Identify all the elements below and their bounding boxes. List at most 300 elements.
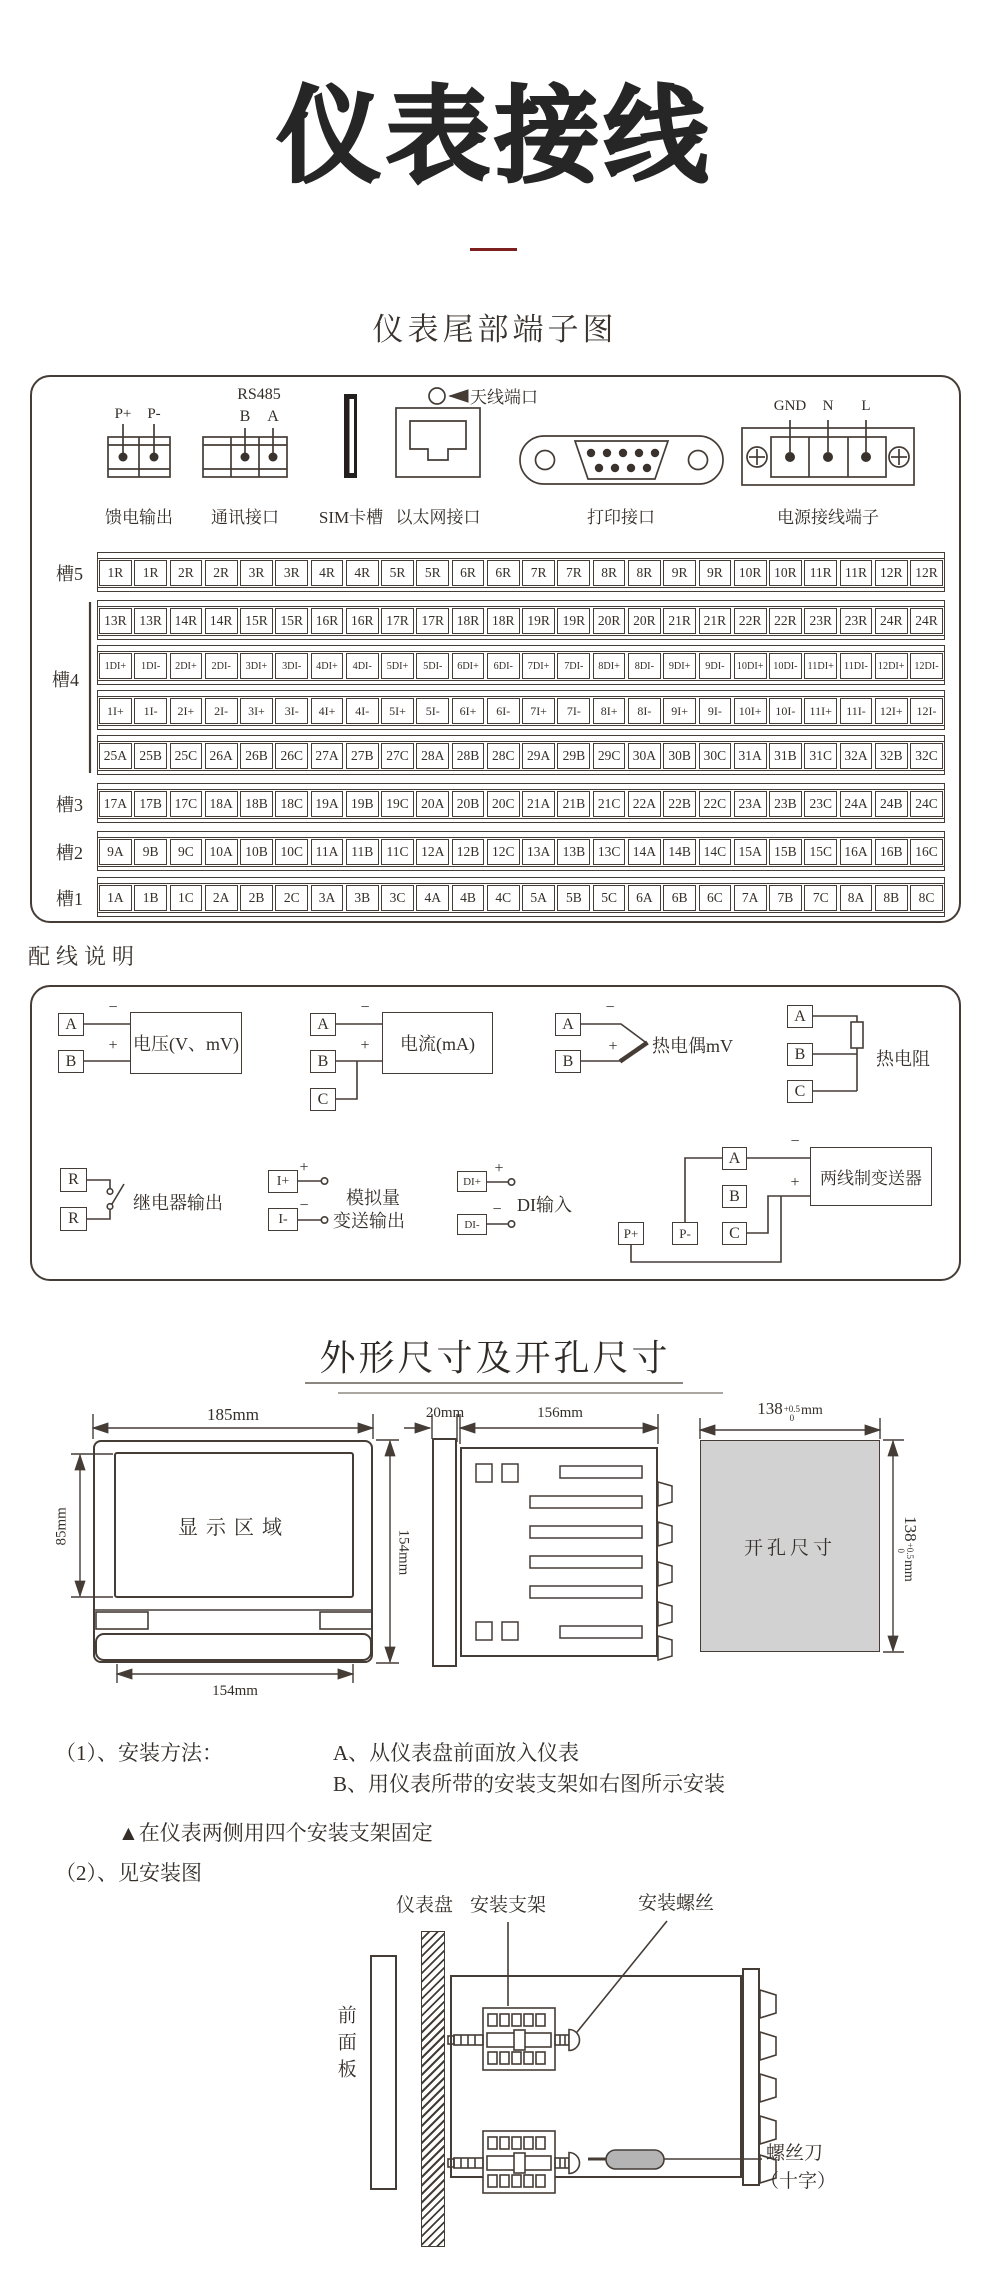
dimensions-heading: 外形尺寸及开孔尺寸 [319,1337,671,1378]
terminal-cell: 19R [522,608,555,634]
tx-plus-sign: + [790,1174,800,1191]
terminal-cell: 14B [663,839,696,865]
tc-plus-sign: + [608,1038,618,1055]
dim-case-width: 154mm [212,1683,258,1699]
rtd-terminal-a: A [787,1005,813,1028]
analog-plus-sign: + [299,1159,309,1176]
terminal-cell: 15B [769,839,802,865]
dim-body-depth: 156mm [537,1405,583,1421]
analog-device-label-1: 模拟量 [346,1188,400,1208]
terminal-cell: 4I+ [311,698,344,724]
terminal-cell: 30C [699,743,732,769]
rs485-label: RS485 [237,386,281,403]
rs485-pin-b: B [239,408,251,425]
terminal-cell: 6DI+ [452,653,485,679]
terminal-cell: 15A [734,839,767,865]
terminal-cell: 7A [734,885,767,911]
terminal-cell: 18R [452,608,485,634]
terminal-cell: 6I+ [452,698,485,724]
terminal-cell: 8DI+ [593,653,626,679]
terminal-cell: 15R [240,608,273,634]
terminal-cell: 9C [170,839,203,865]
slot5-terminal-row [97,552,945,592]
terminal-cell: 23R [804,608,837,634]
terminal-cell: 2C [275,885,308,911]
tc-terminal-a: A [555,1013,581,1036]
terminal-cell: 28C [487,743,520,769]
fig-bracket-label: 安装支架 [470,1895,547,1916]
terminal-cell: 9B [134,839,167,865]
terminal-cell: 1I- [134,698,167,724]
printer-port-icon [520,436,723,484]
terminal-cell: 8C [910,885,943,911]
power-pin-l: L [861,398,871,414]
terminal-cell: 32A [840,743,873,769]
terminal-cell: 2R [205,560,238,586]
terminal-cell: 1C [170,885,203,911]
terminal-cell: 17B [134,791,167,817]
terminal-cell: 6A [628,885,661,911]
transmitter-device-box: 两线制变送器 [810,1147,932,1206]
terminal-cell: 24R [875,608,908,634]
terminal-cell: 7I+ [522,698,555,724]
dim-front-width: 185mm [207,1405,259,1424]
terminal-cell: 29B [557,743,590,769]
terminal-cell: 4B [452,885,485,911]
terminal-cell: 26B [240,743,273,769]
antenna-port-label: 天线端口 [470,388,538,407]
voltage-terminal-a: A [58,1013,84,1036]
terminal-cell: 25C [170,743,203,769]
terminal-cell: 12A [416,839,449,865]
terminal-cell: 27C [381,743,414,769]
terminal-cell: 9DI+ [663,653,696,679]
screwdriver-icon [606,2150,664,2169]
terminal-cell: 14R [170,608,203,634]
terminal-cell: 6R [452,560,485,586]
dimension-lines [71,1414,904,1683]
terminal-cell: 14C [699,839,732,865]
terminal-cell: 24R [910,608,943,634]
terminal-cell: 21A [522,791,555,817]
tx-terminal-pplus: P+ [618,1222,644,1245]
rtd-terminal-b: B [787,1043,813,1066]
mounting-bracket [448,2008,580,2070]
terminal-cell: 17R [381,608,414,634]
fig-screw-label: 安装螺丝 [638,1893,715,1914]
rs485-terminal-block [203,428,287,477]
terminal-cell: 5C [593,885,626,911]
terminal-cell: 3DI+ [240,653,273,679]
terminal-cell: 20C [487,791,520,817]
terminal-cell: 22B [663,791,696,817]
terminal-cell: 31C [804,743,837,769]
terminal-cell: 10I- [769,698,802,724]
terminal-cell: 10DI- [769,653,802,679]
feed-caption: 馈电输出 [105,508,173,527]
display-area-label: 显示区域 [178,1516,290,1539]
terminal-cell: 3R [240,560,273,586]
terminal-cell: 5R [381,560,414,586]
comm-caption: 通讯接口 [211,508,279,527]
terminal-cell: 10C [275,839,308,865]
terminal-cell: 7DI- [557,653,590,679]
terminal-cell: 26A [205,743,238,769]
terminal-cell: 9I+ [663,698,696,724]
terminal-cell: 14A [628,839,661,865]
terminal-cell: 21B [557,791,590,817]
di-terminal-plus: DI+ [457,1171,487,1192]
slot1-terminal-row [97,877,945,917]
terminal-cell: 11DI+ [804,653,837,679]
dim-display-height: 85mm [53,1507,70,1546]
tx-terminal-a: A [722,1147,747,1170]
wiring-heading: 配线说明 [28,944,141,969]
analog-terminal-im: I- [268,1208,298,1231]
voltage-minus-sign: − [108,999,118,1016]
relay-device-label: 继电器输出 [133,1193,223,1213]
fig-screwdriver-label-2: （十字） [760,2171,837,2192]
terminal-cell: 27A [311,743,344,769]
terminal-cell: 1DI- [134,653,167,679]
terminal-cell: 9R [699,560,732,586]
terminal-cell: 3B [346,885,379,911]
feed-terminal-block [108,424,170,477]
rs485-pin-a: A [267,408,279,425]
dim-cutout-height: 138 +0.5 0 mm [895,1516,920,1582]
install-step2: （2）、见安装图 [55,1861,202,1885]
feed-pin-plus: P+ [114,406,132,422]
terminal-cell: 11C [381,839,414,865]
terminal-cell: 20R [628,608,661,634]
terminal-cell: 8I- [628,698,661,724]
terminal-cell: 6DI- [487,653,520,679]
front-view-details [93,1610,373,1629]
terminal-cell: 22A [628,791,661,817]
tc-minus-sign: − [605,999,615,1016]
terminal-cell: 11I- [840,698,873,724]
terminal-cell: 2I- [205,698,238,724]
terminal-cell: 4R [311,560,344,586]
terminal-cell: 12R [875,560,908,586]
power-pin-n: N [822,398,834,414]
terminal-cell: 26C [275,743,308,769]
terminal-cell: 3I+ [240,698,273,724]
terminal-cell: 18B [240,791,273,817]
current-device-box: 电流(mA) [382,1012,493,1074]
terminal-cell: 3C [381,885,414,911]
rear-terminal-heading: 仪表尾部端子图 [372,312,618,347]
terminal-cell: 2R [170,560,203,586]
tc-device-label: 热电偶mV [652,1036,733,1056]
slot2-label: 槽2 [56,843,83,863]
dim-bezel-depth: 20mm [425,1405,465,1421]
terminal-cell: 30A [628,743,661,769]
terminal-cell: 8R [628,560,661,586]
sim-slot-icon [344,394,357,478]
voltage-plus-sign: + [108,1037,118,1054]
terminal-cell: 19C [381,791,414,817]
install-step1-b: B、用仪表所带的安装支架如右图所示安装 [333,1772,726,1796]
terminal-cell: 23B [769,791,802,817]
slot4-terminal-row-4 [97,735,945,775]
install-note: ▲在仪表两侧用四个安装支架固定 [118,1821,433,1845]
terminal-cell: 13C [593,839,626,865]
terminal-cell: 2I+ [170,698,203,724]
terminal-cell: 11B [346,839,379,865]
cutout-label: 开孔尺寸 [743,1537,836,1559]
terminal-cell: 19A [311,791,344,817]
terminal-cell: 11A [311,839,344,865]
terminal-cell: 4R [346,560,379,586]
terminal-cell: 4I- [346,698,379,724]
terminal-cell: 5DI- [416,653,449,679]
fig-panel-label: 仪表盘 [396,1895,454,1916]
terminal-cell: 12R [910,560,943,586]
terminal-cell: 13R [134,608,167,634]
terminal-cell: 4DI+ [311,653,344,679]
terminal-cell: 16C [910,839,943,865]
terminal-cell: 8I+ [593,698,626,724]
terminal-cell: 31B [769,743,802,769]
terminal-cell: 13R [99,608,132,634]
terminal-cell: 2DI+ [170,653,203,679]
sim-caption: SIM卡槽 [318,508,384,527]
terminal-cell: 18A [205,791,238,817]
printer-caption: 打印接口 [587,508,655,527]
tx-terminal-b: B [722,1185,747,1208]
terminal-cell: 9DI- [699,653,732,679]
terminal-cell: 2A [205,885,238,911]
terminal-cell: 15R [275,608,308,634]
terminal-cell: 10R [734,560,767,586]
terminal-cell: 2B [240,885,273,911]
terminal-cell: 12I- [910,698,943,724]
side-view-details [476,1464,672,1660]
terminal-cell: 9R [663,560,696,586]
tx-minus-sign: − [790,1133,800,1150]
analog-terminal-ip: I+ [268,1170,298,1193]
terminal-cell: 19R [557,608,590,634]
terminal-cell: 22C [699,791,732,817]
tx-terminal-c: C [722,1222,747,1245]
terminal-cell: 5B [557,885,590,911]
terminal-cell: 16R [311,608,344,634]
slot3-terminal-row [97,783,945,823]
terminal-cell: 4C [487,885,520,911]
terminal-cell: 1R [99,560,132,586]
dim-front-height: 154mm [395,1529,412,1576]
tc-terminal-b: B [555,1050,581,1073]
terminal-cell: 16B [875,839,908,865]
power-pin-gnd: GND [773,398,807,414]
terminal-cell: 20R [593,608,626,634]
page-title: 仪表接线 [276,79,713,195]
ethernet-port-icon [396,408,480,477]
terminal-cell: 8R [593,560,626,586]
terminal-cell: 20B [452,791,485,817]
terminal-cell: 2DI- [205,653,238,679]
terminal-cell: 5I+ [381,698,414,724]
fig-screwdriver-label-1: 螺丝刀 [766,2143,824,2164]
slot5-label: 槽5 [56,564,83,584]
terminal-cell: 11R [840,560,873,586]
terminal-cell: 6B [663,885,696,911]
terminal-cell: 10B [240,839,273,865]
terminal-cell: 18C [275,791,308,817]
terminal-cell: 32C [910,743,943,769]
terminal-cell: 13A [522,839,555,865]
terminal-cell: 6C [699,885,732,911]
terminal-cell: 21R [663,608,696,634]
di-minus-sign: − [492,1201,502,1218]
antenna-port-icon [429,388,466,404]
terminal-cell: 29C [593,743,626,769]
terminal-cell: 9A [99,839,132,865]
terminal-cell: 1A [99,885,132,911]
slot4-label: 槽4 [52,670,79,690]
terminal-cell: 4DI- [346,653,379,679]
terminal-cell: 31A [734,743,767,769]
terminal-cell: 25A [99,743,132,769]
terminal-cell: 3A [311,885,344,911]
terminal-cell: 11I+ [804,698,837,724]
di-terminal-minus: DI- [457,1214,487,1235]
install-step1-prefix: （1）、安装方法： [55,1741,223,1765]
terminal-cell: 16R [346,608,379,634]
slot4-terminal-row-di [97,645,945,685]
terminal-cell: 17A [99,791,132,817]
terminal-cell: 23R [840,608,873,634]
terminal-cell: 32B [875,743,908,769]
terminal-cell: 23A [734,791,767,817]
slot2-terminal-row [97,831,945,871]
terminal-cell: 11R [804,560,837,586]
terminal-cell: 12I+ [875,698,908,724]
voltage-device-box: 电压(V、mV) [130,1012,242,1074]
terminal-cell: 22R [769,608,802,634]
terminal-cell: 5I- [416,698,449,724]
terminal-cell: 21R [699,608,732,634]
terminal-cell: 12DI+ [875,653,908,679]
terminal-cell: 7C [804,885,837,911]
terminal-cell: 5DI+ [381,653,414,679]
terminal-cell: 7DI+ [522,653,555,679]
terminal-cell: 24C [910,791,943,817]
terminal-cell: 3DI- [275,653,308,679]
terminal-cell: 7B [769,885,802,911]
terminal-cell: 1I+ [99,698,132,724]
terminal-cell: 14R [205,608,238,634]
current-terminal-a: A [310,1013,336,1036]
terminal-cell: 6R [487,560,520,586]
current-terminal-b: B [310,1050,336,1073]
terminal-cell: 6I- [487,698,520,724]
tx-terminal-pminus: P- [672,1222,698,1245]
terminal-cell: 20A [416,791,449,817]
terminal-cell: 15C [804,839,837,865]
terminal-cell: 12DI- [910,653,943,679]
terminal-cell: 28B [452,743,485,769]
terminal-cell: 17C [170,791,203,817]
terminal-cell: 28A [416,743,449,769]
terminal-cell: 4A [416,885,449,911]
current-minus-sign: − [360,999,370,1016]
terminal-cell: 10I+ [734,698,767,724]
terminal-cell: 10R [769,560,802,586]
terminal-cell: 19B [346,791,379,817]
terminal-cell: 27B [346,743,379,769]
relay-terminal-2: R [60,1207,87,1231]
analog-device-label-2: 变送输出 [333,1211,405,1231]
current-terminal-c: C [310,1088,336,1111]
terminal-cell: 1DI+ [99,653,132,679]
terminal-cell: 1R [134,560,167,586]
slot3-label: 槽3 [56,795,83,815]
terminal-cell: 23C [804,791,837,817]
terminal-cell: 22R [734,608,767,634]
di-device-label: DI输入 [517,1195,572,1215]
slot4-terminal-row-i [97,690,945,730]
terminal-cell: 24B [875,791,908,817]
terminal-cell: 21C [593,791,626,817]
terminal-cell: 13B [557,839,590,865]
terminal-cell: 5A [522,885,555,911]
power-caption: 电源接线端子 [777,508,879,527]
slot4-terminal-row-1 [97,600,945,640]
terminal-cell: 8DI- [628,653,661,679]
terminal-cell: 17R [416,608,449,634]
voltage-terminal-b: B [58,1050,84,1073]
terminal-cell: 7I- [557,698,590,724]
terminal-cell: 12B [452,839,485,865]
terminal-cell: 16A [840,839,873,865]
ethernet-caption: 以太网接口 [395,508,481,527]
slot1-label: 槽1 [56,889,83,909]
terminal-cell: 29A [522,743,555,769]
analog-minus-sign: − [299,1197,309,1214]
terminal-cell: 8B [875,885,908,911]
terminal-cell: 7R [522,560,555,586]
power-terminal-block [742,420,914,485]
terminal-cell: 30B [663,743,696,769]
terminal-cell: 24A [840,791,873,817]
terminal-cell: 10A [205,839,238,865]
terminal-cell: 10DI+ [734,653,767,679]
terminal-cell: 25B [134,743,167,769]
terminal-cell: 18R [487,608,520,634]
di-plus-sign: + [494,1160,504,1177]
relay-terminal-1: R [60,1168,87,1192]
terminal-cell: 3R [275,560,308,586]
rtd-terminal-c: C [787,1080,813,1103]
dim-cutout-width: 138 +0.5 0 mm [757,1399,823,1424]
rtd-device-label: 热电阻 [876,1049,930,1069]
install-step1-a: A、从仪表盘前面放入仪表 [333,1741,580,1765]
fig-front-panel-label: 前面板 [334,2005,356,2086]
install-figure-art [448,1921,776,2193]
terminal-cell: 5R [416,560,449,586]
terminal-cell: 8A [840,885,873,911]
terminal-cell: 11DI- [840,653,873,679]
terminal-cell: 12C [487,839,520,865]
terminal-cell: 1B [134,885,167,911]
terminal-cell: 7R [557,560,590,586]
terminal-cell: 9I- [699,698,732,724]
terminal-cell: 3I- [275,698,308,724]
feed-pin-minus: P- [147,406,161,422]
current-plus-sign: + [360,1037,370,1054]
